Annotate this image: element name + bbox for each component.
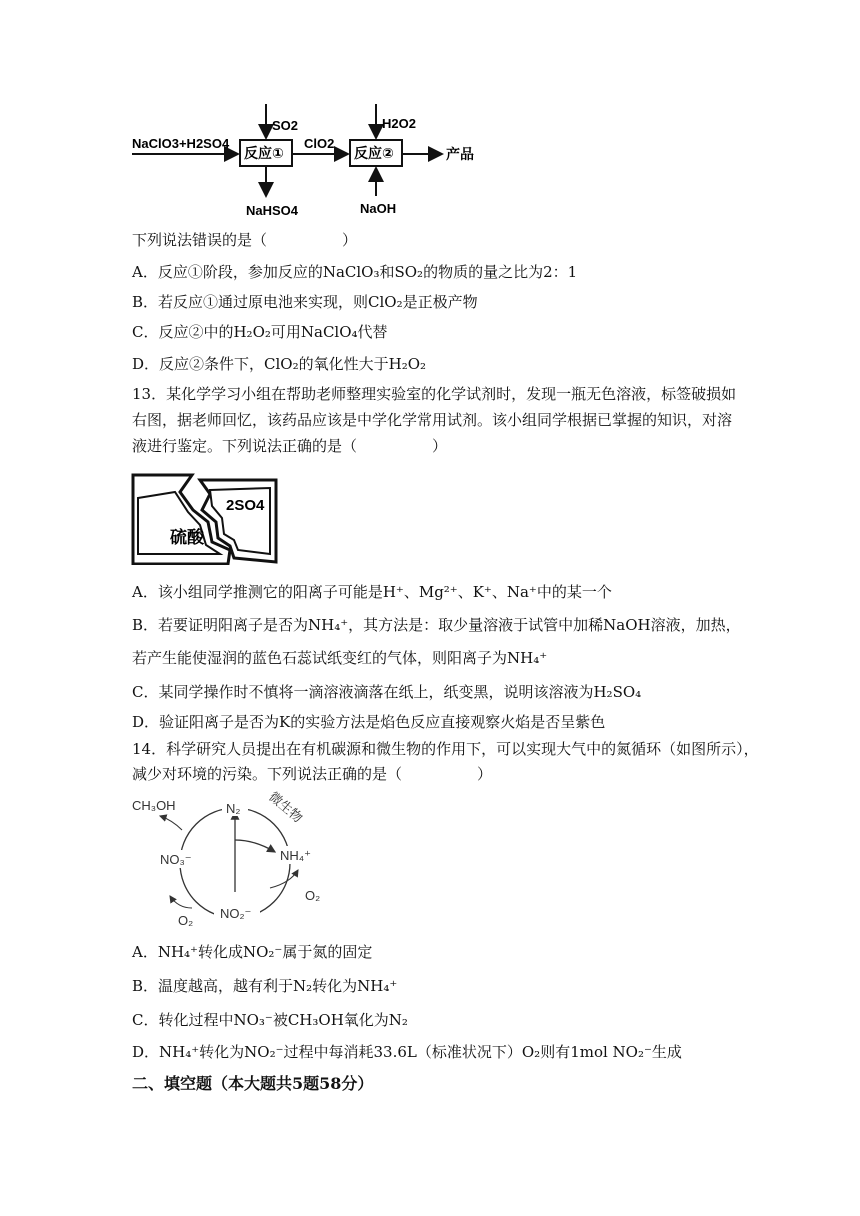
- q13-stem-2: 右图，据老师回忆，该药品应该是中学化学常用试剂。该小组同学根据已掌握的知识，对溶: [132, 411, 733, 429]
- cycle-no3-label: NO₃⁻: [160, 852, 192, 867]
- flow-naoh-label: NaOH: [360, 201, 397, 216]
- q13-option-c: C．某同学操作时不慎将一滴溶液滴落在纸上，纸变黑，说明该溶液为H₂SO₄: [132, 683, 642, 701]
- q12-option-b: B．若反应①通过原电池来实现，则ClO₂是正极产物: [132, 293, 478, 311]
- q12-option-a: A．反应①阶段，参加反应的NaClO₃和SO₂的物质的量之比为2：1: [132, 263, 578, 281]
- flow-h2o2-label: H2O2: [382, 116, 416, 131]
- q14-stem-2: 减少对环境的污染。下列说法正确的是（ ）: [132, 765, 493, 783]
- q14-option-c: C．转化过程中NO₃⁻被CH₃OH氧化为N₂: [132, 1011, 408, 1029]
- q13-option-d: D．验证阳离子是否为K的实验方法是焰色反应直接观察火焰是否呈紫色: [132, 713, 606, 731]
- q12-option-d: D．反应②条件下，ClO₂的氧化性大于H₂O₂: [132, 355, 427, 373]
- torn-label-right-text: 2SO4: [226, 497, 265, 514]
- reaction2-label: 反应②: [354, 145, 394, 161]
- q14-stem-1: 14．科学研究人员提出在有机碳源和微生物的作用下，可以实现大气中的氮循环（如图所示），: [132, 740, 759, 758]
- flow-clo2-label: ClO2: [304, 136, 335, 151]
- cycle-no2-label: NO₂⁻: [220, 906, 252, 921]
- q13-option-b-line2: 若产生能使湿润的蓝色石蕊试纸变红的气体，则阳离子为NH₄⁺: [132, 649, 548, 667]
- q14-option-a: A．NH₄⁺转化成NO₂⁻属于氮的固定: [132, 943, 373, 961]
- cycle-o2-left-label: O₂: [178, 913, 194, 928]
- cycle-microbe-label: 微生物: [266, 788, 306, 826]
- q12-option-c: C．反应②中的H₂O₂可用NaClO₄代替: [132, 323, 388, 341]
- reaction-flow-diagram: [130, 100, 500, 225]
- flow-nahso4-label: NaHSO4: [246, 203, 299, 218]
- q14-option-d: D．NH₄⁺转化为NO₂⁻过程中每消耗33.6L（标准状况下）O₂则有1mol NO₂⁻生成: [132, 1043, 682, 1061]
- reaction1-label: 反应①: [244, 145, 284, 161]
- cycle-o2-right-label: O₂: [305, 888, 321, 903]
- cycle-n2-label: N₂: [226, 801, 241, 816]
- q13-option-a: A．该小组同学推测它的阳离子可能是H⁺、Mg²⁺、K⁺、Na⁺中的某一个: [132, 583, 612, 601]
- q13-stem-3: 液进行鉴定。下列说法正确的是（ ）: [132, 437, 448, 455]
- q13-stem-1: 13．某化学学习小组在帮助老师整理实验室的化学试剂时，发现一瓶无色溶液，标签破损如: [132, 385, 737, 403]
- q13-option-b-line1: B．若要证明阳离子是否为NH₄⁺，其方法是：取少量溶液于试管中加稀NaOH溶液，加热，: [132, 616, 741, 634]
- flow-so2-label: SO2: [272, 118, 299, 133]
- nitrogen-cycle-diagram: [130, 788, 340, 933]
- torn-label-image: [130, 470, 280, 565]
- torn-label-left-text: 硫酸: [170, 528, 204, 547]
- cycle-nh4-label: NH₄⁺: [280, 848, 311, 863]
- q14-option-b: B．温度越高，越有利于N₂转化为NH₄⁺: [132, 977, 398, 995]
- cycle-ch3oh-label: CH₃OH: [132, 798, 176, 813]
- flow-input-label: NaClO3+H2SO4: [132, 136, 230, 151]
- flow-product-label: 产品: [446, 146, 474, 162]
- q12-stem: 下列说法错误的是（ ）: [132, 231, 358, 249]
- section-heading: 二、填空题（本大题共5题58分）: [132, 1074, 374, 1093]
